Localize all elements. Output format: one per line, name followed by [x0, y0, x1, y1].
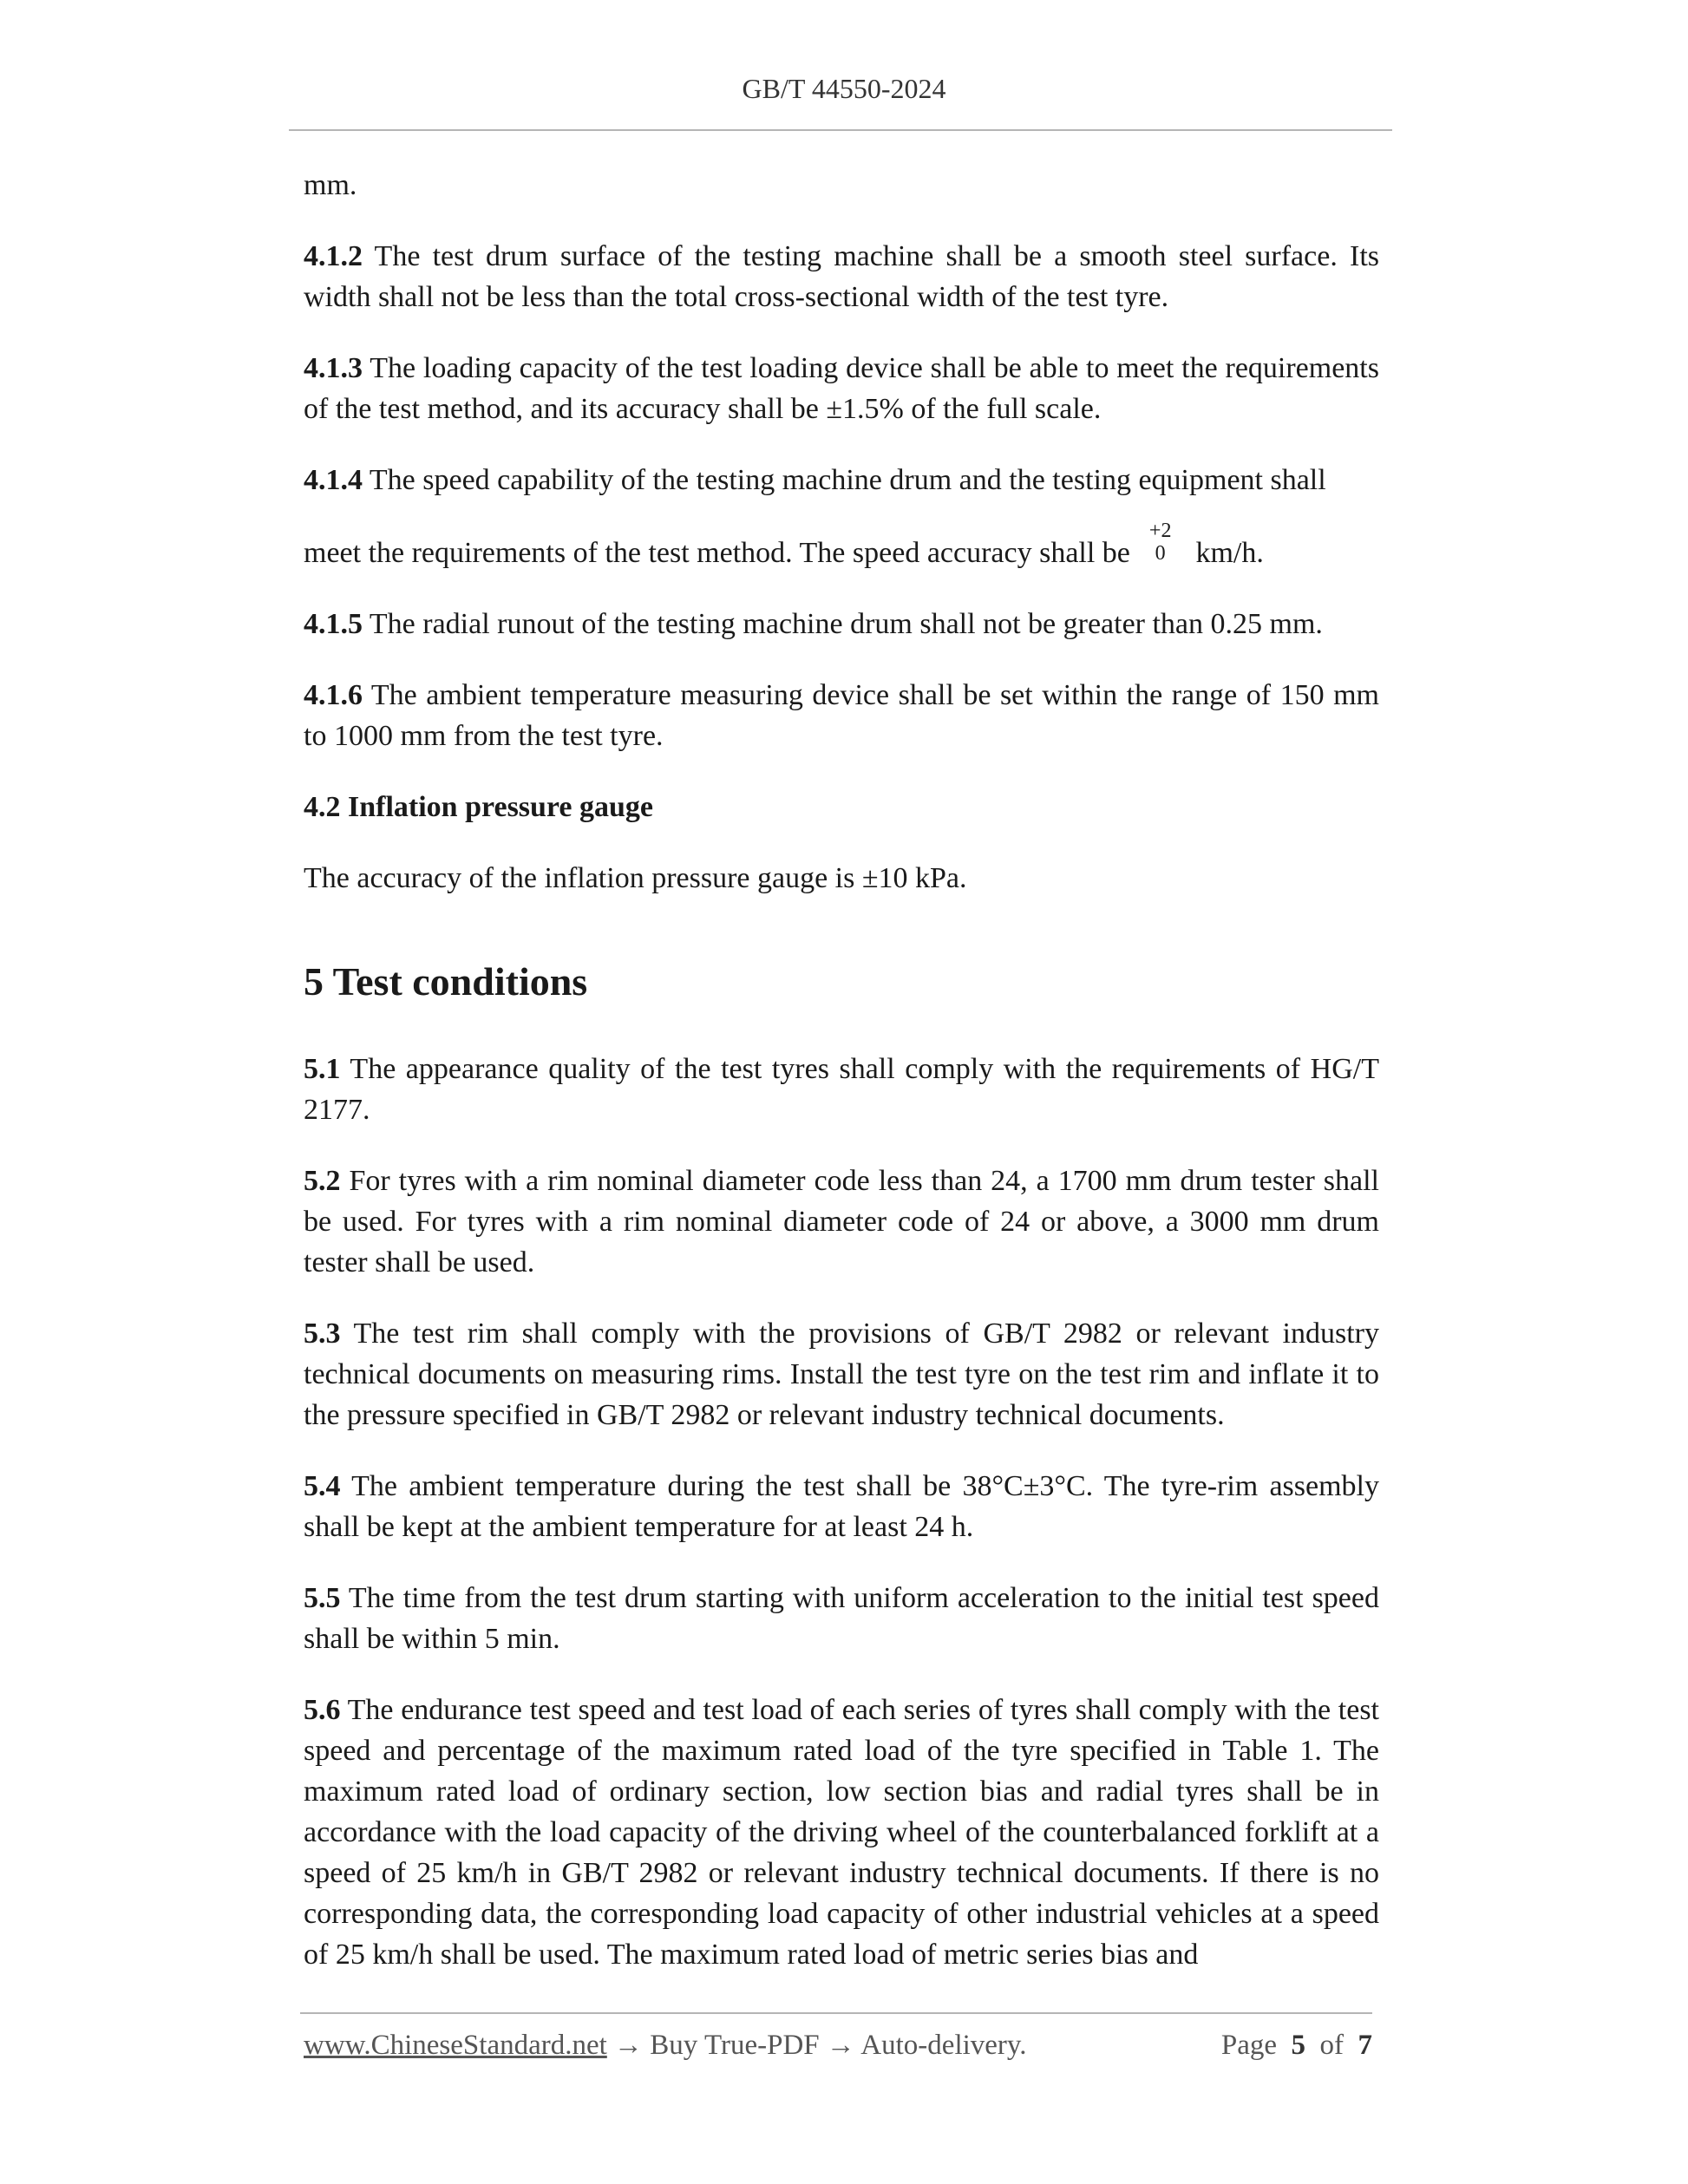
- clause-text: The ambient temperature during the test shall be 38°C±3°C. The tyre-rim assembly shall be kept at the ambient temperature for at least 24 h.: [304, 1470, 1379, 1543]
- clause-number: 5.6: [304, 1694, 341, 1726]
- website-link[interactable]: www.ChineseStandard.net: [304, 2030, 607, 2061]
- heading-text: 4.2 Inflation pressure gauge: [304, 791, 654, 823]
- page-number: 5: [1291, 2030, 1305, 2061]
- clause-number: 5.1: [304, 1053, 341, 1085]
- footer-divider: [300, 2012, 1372, 2014]
- paragraph-4-2: The accuracy of the inflation pressure gauge is ±10 kPa.: [304, 862, 967, 894]
- clause-4-1-6: [304, 675, 1379, 756]
- clause-5-4: [304, 1466, 1379, 1547]
- clause-text: The test drum surface of the testing machine shall be a smooth steel surface. Its width shall not be less than the total cross-sectional width of the test tyre.: [304, 240, 1379, 313]
- clause-4-1-4-tolerance-line: [304, 500, 1379, 573]
- continuation-text: mm.: [304, 169, 357, 201]
- clause-text: The test rim shall comply with the provisions of GB/T 2982 or relevant industry technical documents on measuring rims. Install the test tyre on the test rim and inflate it to the pressure specified in GB/T 2982 or relevant industry technical documents.: [304, 1318, 1379, 1431]
- tolerance-lower: 0: [1155, 542, 1166, 565]
- page-indicator: [1221, 2030, 1372, 2062]
- clause-text: The radial runout of the testing machine drum shall not be greater than 0.25 mm.: [363, 608, 1323, 640]
- clause-number: 4.1.3: [304, 352, 363, 384]
- clause-text-line2: meet the requirements of the test method. The speed accuracy shall be: [304, 537, 1130, 569]
- clause-number: 5.5: [304, 1582, 341, 1614]
- footer-promo-text: → Buy True-PDF → Auto-delivery.: [606, 2030, 1027, 2061]
- page-total: 7: [1358, 2030, 1372, 2061]
- section-heading-5: 5 Test conditions: [304, 959, 588, 1004]
- clause-5-2: [304, 1161, 1379, 1283]
- clause-text: For tyres with a rim nominal diameter code less than 24, a 1700 mm drum tester shall be used. For tyres with a rim nominal diameter code of 24 or above, a 3000 mm drum tester shall be used.: [304, 1165, 1379, 1278]
- clause-4-1-2: [304, 236, 1379, 317]
- clause-number: 5.4: [304, 1470, 341, 1502]
- clause-number: 5.2: [304, 1165, 341, 1197]
- tolerance-unit: km/h.: [1195, 537, 1264, 569]
- clause-5-6: [304, 1690, 1379, 1975]
- speed-tolerance: [1149, 520, 1172, 565]
- clause-text: The ambient temperature measuring device shall be set within the range of 150 mm to 1000 mm from the test tyre.: [304, 679, 1379, 752]
- section-heading-4-2: [304, 787, 1379, 827]
- clause-text: The speed capability of the testing machine drum and the testing equipment shall: [363, 464, 1326, 496]
- footer-promo: [304, 2030, 1027, 2062]
- clause-number: 4.1.2: [304, 240, 363, 272]
- document-body: [304, 165, 1379, 1975]
- clause-5-1: [304, 1049, 1379, 1130]
- clause-number: 5.3: [304, 1318, 341, 1350]
- header-divider: [289, 129, 1392, 131]
- clause-number: 4.1.4: [304, 464, 363, 496]
- of-label: of: [1319, 2030, 1344, 2061]
- clause-5-5: [304, 1578, 1379, 1659]
- clause-text: The appearance quality of the test tyres shall comply with the requirements of HG/T 2177.: [304, 1053, 1379, 1126]
- page-label: Page: [1220, 2030, 1277, 2061]
- clause-number: 4.1.5: [304, 608, 363, 640]
- clause-text: The endurance test speed and test load of each series of tyres shall comply with the test speed and percentage of the maximum rated load of the tyre specified in Table 1. The maximum rated load of ordinary section, low section bias and radial tyres shall be in accordance with the load capacity of the driving wheel of the counterbalanced forklift at a speed of 25 km/h in GB/T 2982 or relevant industry technical documents. If there is no corresponding data, the corresponding load capacity of other industrial vehicles at a speed of 25 km/h shall be used. The maximum rated load of metric series bias and: [304, 1694, 1379, 1971]
- clause-4-1-3: [304, 348, 1379, 429]
- tolerance-upper: +2: [1148, 520, 1172, 542]
- clause-4-1-4: [304, 460, 1379, 500]
- clause-text: The loading capacity of the test loading device shall be able to meet the requirements of the test method, and its accuracy shall be ±1.5% of the full scale.: [304, 352, 1379, 425]
- page-footer: [304, 2030, 1372, 2062]
- document-header-title: GB/T 44550-2024: [742, 73, 946, 104]
- clause-number: 4.1.6: [304, 679, 363, 711]
- clause-4-1-5: [304, 604, 1379, 644]
- clause-text: The time from the test drum starting with uniform acceleration to the initial test speed shall be within 5 min.: [304, 1582, 1379, 1655]
- clause-5-3: [304, 1313, 1379, 1435]
